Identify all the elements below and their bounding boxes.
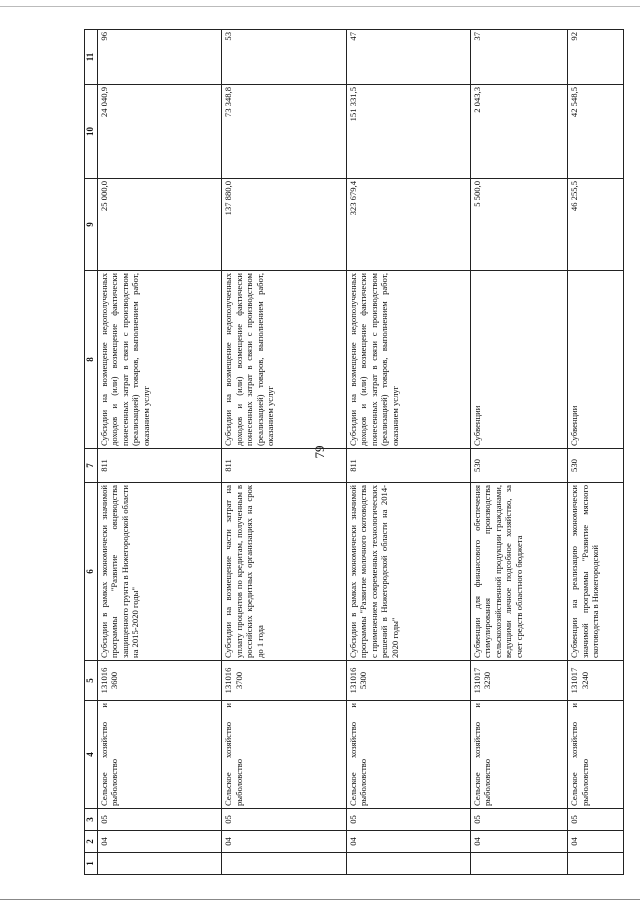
- cell-section-name: Сельское хозяйство и рыболовство: [222, 701, 346, 809]
- cell-percent: 47: [346, 30, 470, 85]
- cell-col1: [568, 853, 624, 875]
- cell-planned: 46 255,5: [568, 179, 624, 271]
- cell-percent: 96: [98, 30, 222, 85]
- cell-target-code: 131017 3240: [568, 661, 624, 701]
- header-cell: 7: [85, 449, 98, 483]
- cell-expense-type: 811: [222, 449, 346, 483]
- page-number: 79: [312, 445, 327, 459]
- cell-section: 04: [568, 831, 624, 853]
- header-cell: 1: [85, 853, 98, 875]
- cell-expense-name: Субсидии на возмещение недополученных доходов и (или) возмещение фактически понесенных затрат в связи с производством (реализацией) товаров, выполнением работ, оказанием услуг: [222, 271, 346, 449]
- cell-target-code: 131016 5300: [346, 661, 470, 701]
- cell-section-name: Сельское хозяйство и рыболовство: [568, 701, 624, 809]
- cell-planned: 323 679,4: [346, 179, 470, 271]
- cell-section: 04: [346, 831, 470, 853]
- header-cell: 2: [85, 831, 98, 853]
- cell-target-name: Субсидии на возмещение части затрат на уплату процентов по кредитам, полученным в российских кредитных организациях на срок до 1 года: [222, 483, 346, 661]
- cell-target-code: 131017 3230: [470, 661, 568, 701]
- cell-target-name: Субвенции на реализацию экономически значимой программы "Развитие мясного скотоводства в Нижегородской: [568, 483, 624, 661]
- cell-percent: 92: [568, 30, 624, 85]
- cell-subsection: 05: [568, 809, 624, 831]
- scan-edge-top: [0, 6, 640, 7]
- cell-expense-name: Субсидии на возмещение недополученных доходов и (или) возмещение фактически понесенных затрат в связи с производством (реализацией) товаров, выполнением работ, оказанием услуг: [98, 271, 222, 449]
- cell-target-code: 131016 3600: [98, 661, 222, 701]
- cell-section-name: Сельское хозяйство и рыболовство: [470, 701, 568, 809]
- cell-target-name: Субвенции для финансового обеспечения стимулирования производства сельскохозяйственной продукции гражданами, ведущими личное подсобное хозяйство, за счет средств областного бюджета: [470, 483, 568, 661]
- rotated-table-container: [84, 30, 624, 875]
- cell-expense-name: Субвенции: [568, 271, 624, 449]
- cell-subsection: 05: [98, 809, 222, 831]
- cell-subsection: 05: [470, 809, 568, 831]
- table-row: [470, 30, 568, 875]
- cell-col1: [222, 853, 346, 875]
- header-row: [85, 30, 98, 875]
- cell-percent: 37: [470, 30, 568, 85]
- cell-actual: 73 348,8: [222, 85, 346, 179]
- cell-planned: 137 880,0: [222, 179, 346, 271]
- header-cell: 9: [85, 179, 98, 271]
- header-cell: 5: [85, 661, 98, 701]
- cell-actual: 2 043,3: [470, 85, 568, 179]
- cell-expense-type: 530: [470, 449, 568, 483]
- header-cell: 8: [85, 271, 98, 449]
- scan-edge-bottom: [0, 899, 640, 900]
- cell-expense-type: 530: [568, 449, 624, 483]
- cell-expense-type: 811: [98, 449, 222, 483]
- cell-col1: [470, 853, 568, 875]
- header-cell: 11: [85, 30, 98, 85]
- cell-target-code: 131016 3700: [222, 661, 346, 701]
- cell-col1: [98, 853, 222, 875]
- header-cell: 4: [85, 701, 98, 809]
- cell-actual: 42 548,5: [568, 85, 624, 179]
- cell-planned: 5 500,0: [470, 179, 568, 271]
- cell-col1: [346, 853, 470, 875]
- cell-section: 04: [470, 831, 568, 853]
- cell-expense-type: 811: [346, 449, 470, 483]
- cell-expense-name: Субвенции: [470, 271, 568, 449]
- cell-actual: 151 331,5: [346, 85, 470, 179]
- cell-subsection: 05: [346, 809, 470, 831]
- table-row: [98, 30, 222, 875]
- cell-percent: 53: [222, 30, 346, 85]
- cell-planned: 25 000,0: [98, 179, 222, 271]
- header-cell: 3: [85, 809, 98, 831]
- cell-target-name: Субсидии в рамках экономически значимой программы "Развитие овцеводства защищенного грунта в Нижегородской области на 2015-2020 годы": [98, 483, 222, 661]
- budget-table: [84, 29, 624, 875]
- cell-section-name: Сельское хозяйство и рыболовство: [346, 701, 470, 809]
- table-row: [346, 30, 470, 875]
- table-row: [222, 30, 346, 875]
- cell-section: 04: [98, 831, 222, 853]
- cell-target-name: Субсидии в рамках экономически значимой программы "Развитие молочного скотоводства с применением современных технологических решений в Нижегородской области на 2014-2020 годы": [346, 483, 470, 661]
- cell-subsection: 05: [222, 809, 346, 831]
- cell-expense-name: Субсидии на возмещение недополученных доходов и (или) возмещение фактически понесенных затрат в связи с производством (реализацией) товаров, выполнением работ, оказанием услуг: [346, 271, 470, 449]
- table-row: [568, 30, 624, 875]
- cell-section: 04: [222, 831, 346, 853]
- cell-section-name: Сельское хозяйство и рыболовство: [98, 701, 222, 809]
- cell-actual: 24 040,9: [98, 85, 222, 179]
- header-cell: 6: [85, 483, 98, 661]
- header-cell: 10: [85, 85, 98, 179]
